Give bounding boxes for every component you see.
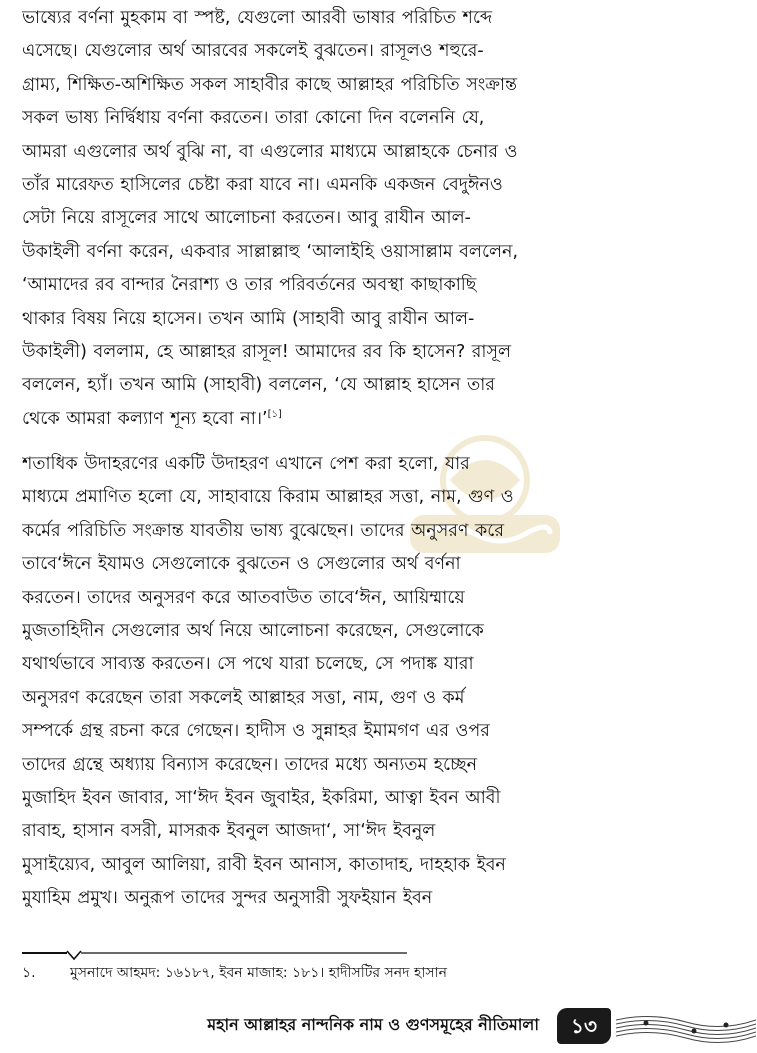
text-line — [22, 749, 730, 782]
text-line — [22, 682, 730, 715]
text-line — [22, 169, 730, 202]
text-line — [22, 615, 730, 648]
text-line — [22, 448, 730, 481]
text-line — [22, 69, 730, 102]
text-line — [22, 782, 730, 815]
footnote-1 — [22, 962, 730, 984]
footnote-text: মুসনাদে আহমদ: ১৬১৮৭, ইবন মাজাহ: ১৮১। হাদীসটির সনদ হাসান — [70, 965, 448, 981]
text-line — [22, 236, 730, 269]
line-text: ভাষ্যের বর্ণনা মুহকাম বা স্পষ্ট, যেগুলো আরবী ভাষার পরিচিত শব্দে — [22, 8, 493, 28]
line-text: সম্পর্কে গ্রন্থ রচনা করে গেছেন। হাদীস ও সুন্নাহর ইমামগণ এর ওপর — [22, 721, 490, 742]
line-text: থাকার বিষয় নিয়ে হাসেন। তখন আমি (সাহাবী আবু রাযীন আল- — [22, 308, 475, 329]
line-text: থেকে আমরা কল্যাণ শূন্য হবো না।’ — [22, 408, 268, 429]
line-text: সেটা নিয়ে রাসূলের সাথে আলোচনা করতেন। আবু রাযীন আল- — [22, 208, 471, 229]
line-text: মাধ্যমে প্রমাণিত হলো যে, সাহাবায়ে কিরাম আল্লাহর সত্তা, নাম, গুণ ও — [22, 487, 514, 508]
line-text: শতাধিক উদাহরণের একটি উদাহরণ এখানে পেশ করা হলো, যার — [22, 454, 470, 474]
line-text: মুজাহিদ ইবন জাবার, সা‘ঈদ ইবন জুবাইর, ইকরিমা, আত্বা ইবন আবী — [22, 788, 501, 809]
line-text: তাদের গ্রন্থে অধ্যায় বিন্যাস করেছেন। তাদের মধ্যে অন্যতম হচ্ছেন — [22, 754, 478, 775]
footnote-reference[interactable]: [১] — [267, 409, 282, 421]
paragraph-1 — [22, 2, 730, 436]
text-line — [22, 403, 730, 436]
page-footer — [0, 1000, 757, 1053]
text-line — [22, 481, 730, 514]
text-line — [22, 35, 730, 68]
line-text: মুজতাহিদীন সেগুলোর অর্থ নিয়ে আলোচনা করেছেন, সেগুলোকে — [22, 621, 484, 642]
text-line — [22, 849, 730, 882]
line-text: বললেন, হ্যাঁ। তখন আমি (সাহাবী) বললেন, ‘যে আল্লাহ হাসেন তার — [22, 375, 495, 396]
text-line — [22, 303, 730, 336]
line-text: তাবে‘ঈনে ইযামও সেগুলোকে বুঝতেন ও সেগুলোর অর্থ বর্ণনা — [22, 554, 461, 575]
text-line — [22, 648, 730, 681]
text-line — [22, 2, 730, 35]
text-line — [22, 136, 730, 169]
line-text: যথার্থভাবে সাব্যস্ত করতেন। সে পথে যারা চলেছে, সে পদাঙ্ক যারা — [22, 654, 474, 675]
line-text: আমরা এগুলোর অর্থ বুঝি না, বা এগুলোর মাধ্যমে আল্লাহকে চেনার ও — [22, 141, 518, 162]
text-line — [22, 582, 730, 615]
line-text: রাবাহ, হাসান বসরী, মাসরূক ইবনুল আজদা‘, সা‘ঈদ ইবনুল — [22, 821, 436, 842]
line-text: ‘আমাদের রব বান্দার নৈরাশ্য ও তার পরিবর্তনের অবস্থা কাছাকাছি — [22, 275, 477, 296]
text-line — [22, 715, 730, 748]
text-line — [22, 202, 730, 235]
text-line — [22, 369, 730, 402]
line-text: এসেছে। যেগুলোর অর্থ আরবের সকলেই বুঝতেন। রাসূলও শহুরে- — [22, 41, 484, 62]
book-title: মহান আল্লাহর নান্দনিক নাম ও গুণসমূহের নীতিমালা — [207, 1015, 539, 1034]
text-line — [22, 515, 730, 548]
line-text: সকল ভাষ্য নির্দ্বিধায় বর্ণনা করতেন। তারা কোনো দিন বলেননি যে, — [22, 108, 485, 129]
text-line — [22, 102, 730, 135]
line-text: অনুসরণ করেছেন তারা সকলেই আল্লাহর সত্তা, নাম, গুণ ও কর্ম — [22, 687, 465, 708]
page-number-badge: ১৩ — [557, 1008, 611, 1044]
footnote-divider — [22, 948, 407, 962]
text-line — [22, 882, 730, 915]
line-text: উকাইলী বর্ণনা করেন, একবার সাল্লাল্লাহু ‘আলাইহি ওয়াসাল্লাম বললেন, — [22, 241, 519, 262]
line-text: করতেন। তাদের অনুসরণ করে আতবাউত তাবে‘ঈন, আয়িম্মায়ে — [22, 587, 465, 608]
footnote-number: ১. — [22, 965, 36, 981]
paragraph-2 — [22, 448, 730, 916]
text-line — [22, 815, 730, 848]
text-line — [22, 336, 730, 369]
line-text: মুযাহিম প্রমুখ। অনুরূপ তাদের সুন্দর অনুসারী সুফইয়ান ইবন — [22, 888, 433, 909]
music-staff-ornament-icon — [616, 1010, 756, 1044]
text-line — [22, 548, 730, 581]
line-text: তাঁর মারেফত হাসিলের চেষ্টা করা যাবে না। এমনকি একজন বেদুঈনও — [22, 175, 503, 196]
line-text: মুসাইয়্যেব, আবুল আলিয়া, রাবী ইবন আনাস, কাতাদাহ, দাহহাক ইবন — [22, 854, 506, 875]
line-text: উকাইলী) বললাম, হে আল্লাহর রাসূল! আমাদের রব কি হাসেন? রাসূল — [22, 342, 512, 363]
text-line — [22, 269, 730, 302]
line-text: গ্রাম্য, শিক্ষিত-অশিক্ষিত সকল সাহাবীর কাছে আল্লাহর পরিচিতি সংক্রান্ত — [22, 74, 518, 95]
line-text: কর্মের পরিচিতি সংক্রান্ত যাবতীয় ভাষ্য বুঝেছেন। তাদের অনুসরণ করে — [22, 520, 504, 541]
